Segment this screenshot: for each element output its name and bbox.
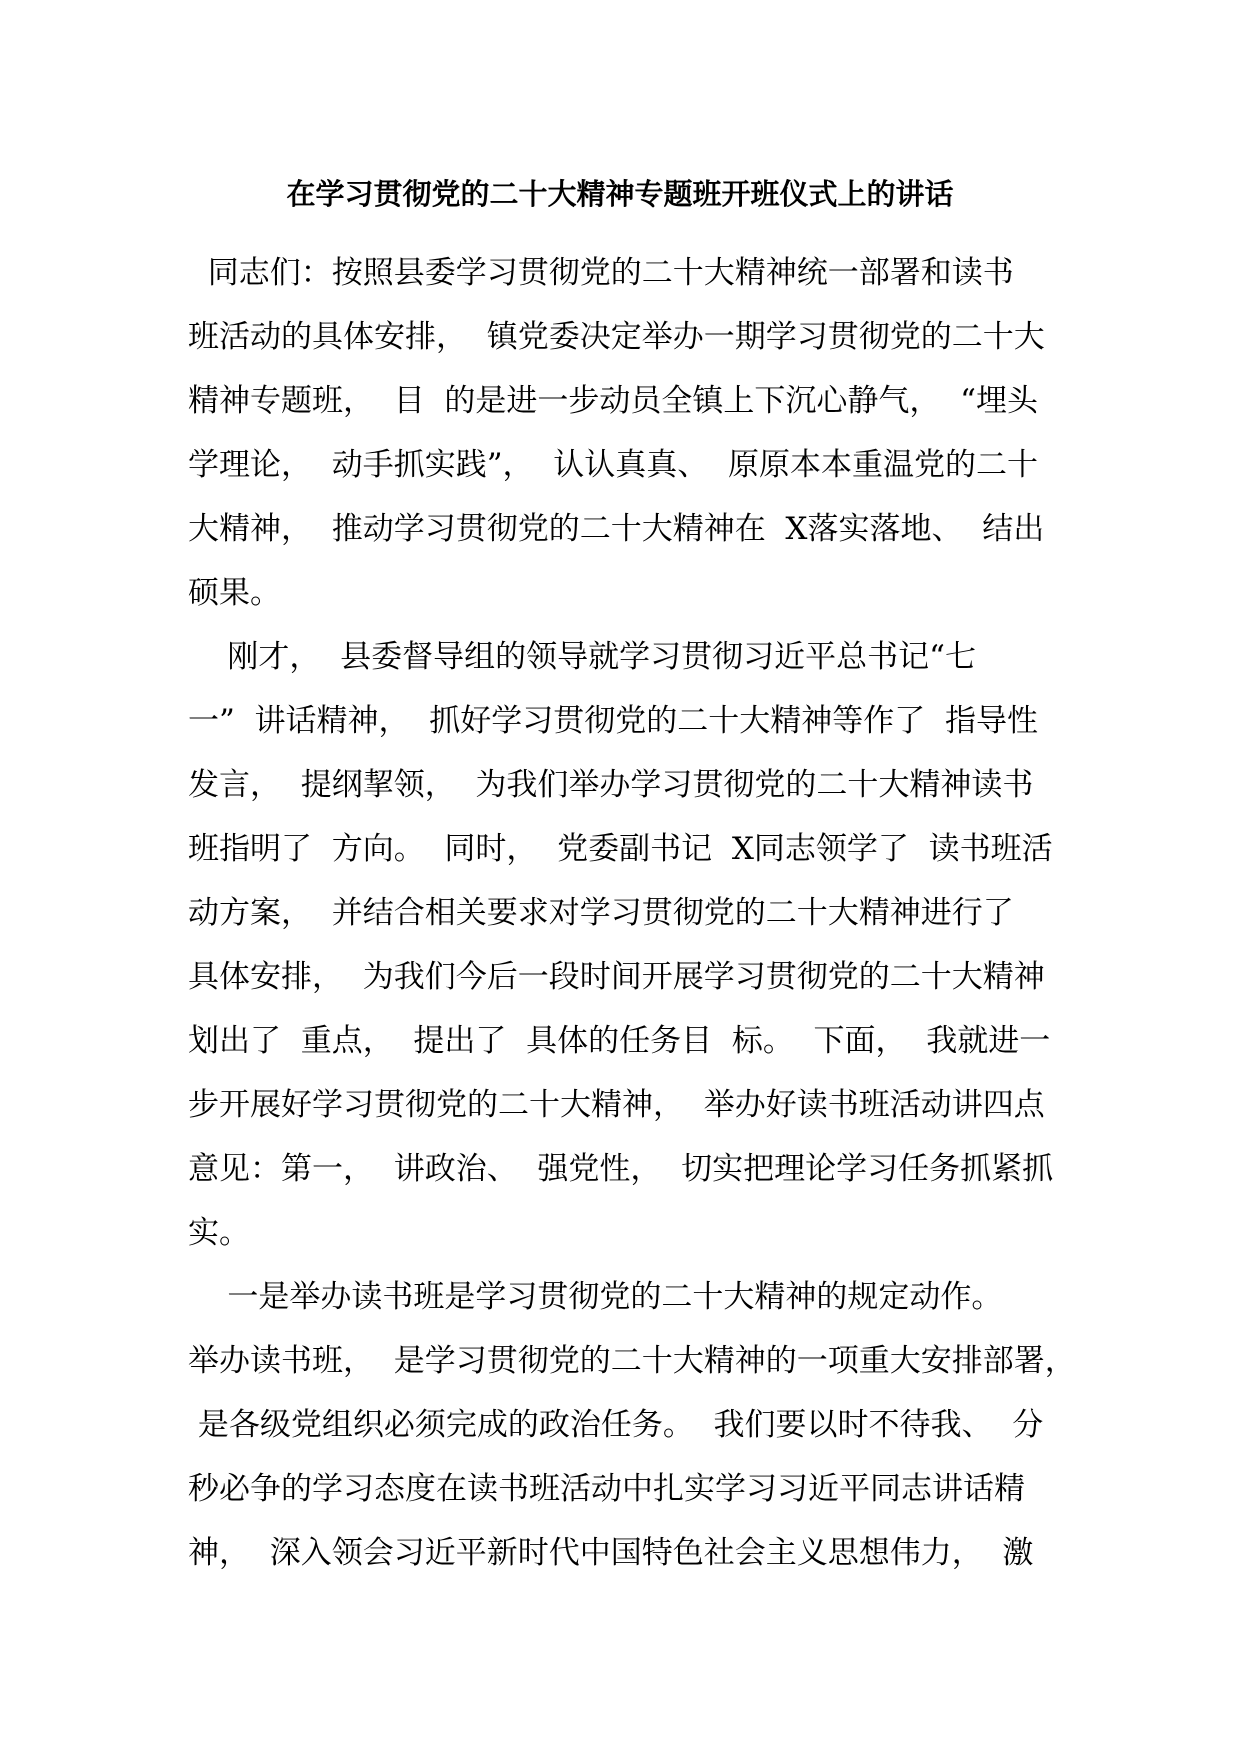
document-body [188,241,1076,1585]
body-line: 大精神， 推动学习贯彻党的二十大精神在 X落实落地、 结出 [188,511,1045,547]
body-line: 是各级党组织必须完成的政治任务。 我们要以时不待我、 分 [188,1407,1044,1443]
body-line: 具体安排， 为我们今后一段时间开展学习贯彻党的二十大精神 [188,959,1045,995]
body-line: 神， 深入领会习近平新时代中国特色社会主义思想伟力， 激 [188,1535,1034,1571]
body-line: 划出了 重点， 提出了 具体的任务目 标。 下面， 我就进一 [188,1023,1051,1059]
body-line: 班活动的具体安排， 镇党委决定举办一期学习贯彻党的二十大 [188,319,1045,355]
body-line: 班指明了 方向。 同时， 党委副书记 X同志领学了 读书班活 [188,831,1053,867]
body-line: 硕果。 [188,575,281,611]
body-line: 一” 讲话精神， 抓好学习贯彻党的二十大精神等作了 指导性 [188,703,1038,739]
body-line: 实。 [188,1215,250,1251]
body-line: 刚才， 县委督导组的领导就学习贯彻习近平总书记“七 [188,639,976,675]
body-line: 发言， 提纲挈领， 为我们举办学习贯彻党的二十大精神读书 [188,767,1034,803]
body-line: 学理论， 动手抓实践”， 认认真真、 原原本本重温党的二十 [188,447,1038,483]
body-line: 同志们：按照县委学习贯彻党的二十大精神统一部署和读书 [188,255,1014,291]
body-line: 动方案， 并结合相关要求对学习贯彻党的二十大精神进行了 [188,895,1014,931]
body-line: 意见：第一， 讲政治、 强党性， 切实把理论学习任务抓紧抓 [188,1151,1054,1187]
body-line: 步开展好学习贯彻党的二十大精神， 举办好读书班活动讲四点 [188,1087,1045,1123]
body-line: 精神专题班， 目 的是进一步动员全镇上下沉心静气， “埋头 [188,383,1038,419]
document-title: 在学习贯彻党的二十大精神专题班开班仪式上的讲话 [286,177,954,211]
body-line: 一是举办读书班是学习贯彻党的二十大精神的规定动作。 [188,1279,1003,1315]
body-line: 举办读书班， 是学习贯彻党的二十大精神的一项重大安排部署， [188,1343,1076,1379]
body-line: 秒必争的学习态度在读书班活动中扎实学习习近平同志讲话精 [188,1471,1025,1507]
